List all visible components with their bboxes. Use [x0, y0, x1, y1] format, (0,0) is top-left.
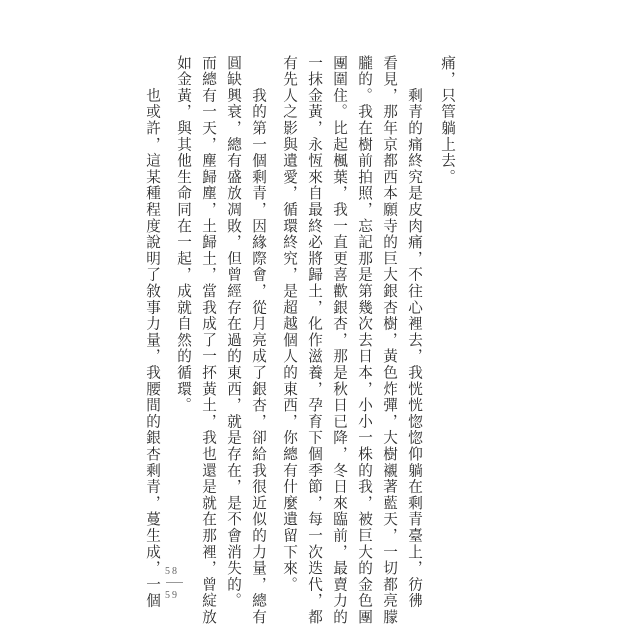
text-column-9: 圓缺興衰，總有盛放凋敗，但曾經存在過的東西，就是存在，是不會消失的。	[225, 55, 242, 610]
text-column-7: 有先人之影與遺愛，循環終究，是超越個人的東西，你總有什麼遺留下來。	[281, 55, 298, 593]
page-number-right: 59	[165, 590, 179, 601]
text-column-1: 痛，只管躺上去。	[439, 55, 456, 186]
page-number-left: 58	[165, 566, 179, 577]
text-column-4: 朧的。我在樹前拍照，忘記那是第幾次去日本，小小一株的我，被巨大的金色團	[356, 55, 373, 626]
text-column-10: 而總有一天，塵歸塵，土歸土，當我成了一抔黃土，我也還是就在那裡，曾綻放	[200, 55, 217, 626]
text-column-3: 看見，那年京都西本願寺的巨大銀杏樹，黃色炸彈，大樹襯著藍天，一切都亮朦	[381, 55, 398, 626]
text-column-2: 剩青的痛終究是皮肉痛，不往心裡去，我恍恍惚惚仰躺在剩青臺上，彷彿	[406, 55, 423, 610]
text-column-6: 一抹金黃，永恆來自最終必將歸土，化作滋養，孕育下個季節，每一次迭代，都	[306, 55, 323, 626]
page-number-divider	[166, 582, 183, 583]
text-column-5: 團圍住。比起楓葉，我一直更喜歡銀杏，那是秋日已降，冬日來臨前，最賣力的	[331, 55, 348, 626]
text-column-12: 也或許，這某種程度說明了敘事力量，我腰間的銀杏剩青，蔓生成，一個	[144, 55, 161, 610]
text-column-8: 我的第一個剩青，因緣際會，從月亮成了銀杏，卻給我很近似的力量，總有	[250, 55, 267, 626]
text-column-11: 如金黃，與其他生命同在一起，成就自然的循環。	[175, 55, 192, 414]
